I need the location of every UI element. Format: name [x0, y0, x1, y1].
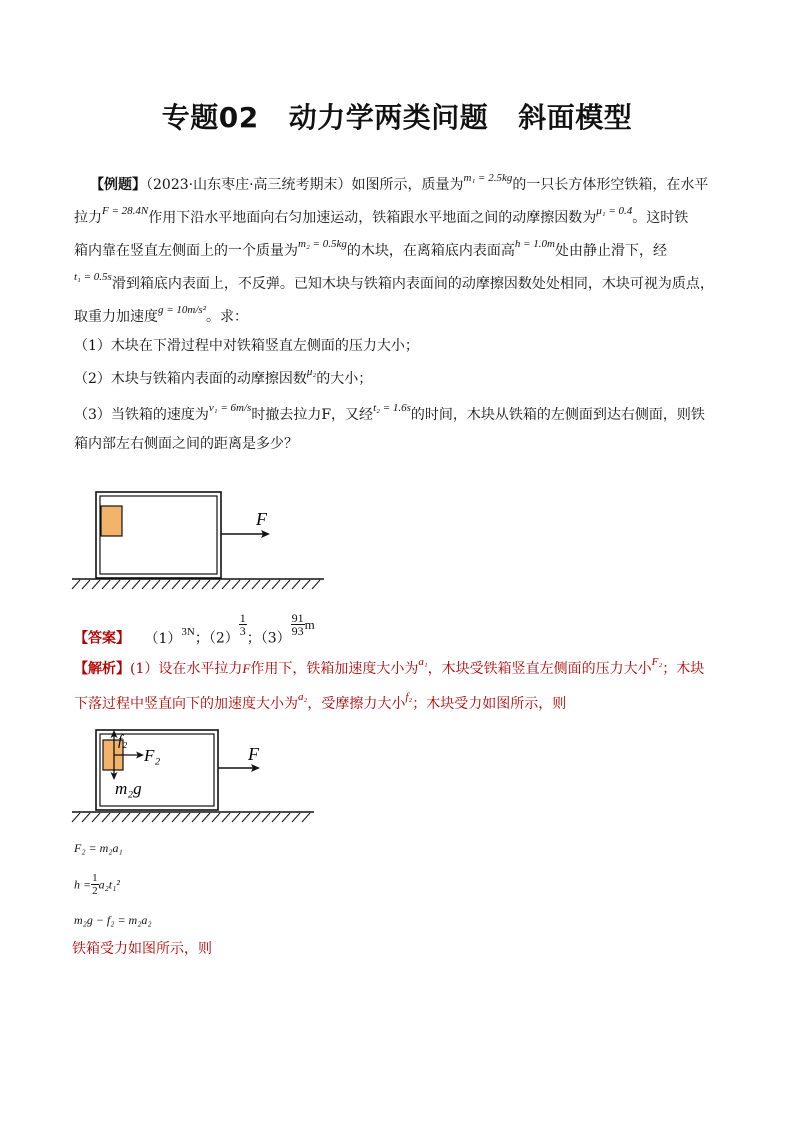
answer-text: ；（2）: [194, 630, 239, 647]
time-2-value: t₂ = 1.6s: [373, 402, 411, 414]
problem-text: 如图所示，质量为: [351, 177, 464, 193]
problem-text: （2）木块与铁箱内表面的动摩擦因数: [74, 371, 307, 387]
iron-box-figure: [68, 488, 328, 598]
problem-text: 的大小；: [316, 371, 373, 387]
answer-line: [74, 611, 315, 651]
problem-text: 滑到箱底内表面上，不反弹。已知木块与铁箱内表面间的动摩擦因数处处相同，木块可视为质点，: [111, 276, 714, 292]
force-label: F: [248, 744, 259, 764]
title-part-1: 专题02: [161, 101, 259, 134]
answer-label: 【答案】: [74, 630, 130, 647]
gravity-label: m₂g: [115, 779, 142, 798]
equation-text: h =: [74, 877, 92, 892]
problem-text: 的木块，在离箱底内表面高: [346, 243, 515, 259]
answer-1-value: 3N: [181, 625, 195, 638]
answer-2-denominator: 3: [239, 624, 246, 638]
analysis-text: 作用下，铁箱加速度大小为: [250, 661, 419, 677]
velocity-value: v₁ = 6m/s: [208, 402, 252, 414]
analysis-line-2: [74, 691, 567, 715]
ground-hatching: [72, 813, 310, 822]
mu2-symbol: μ₂: [306, 366, 317, 378]
analysis-line-1: [74, 656, 705, 680]
page-title: [0, 96, 794, 136]
analysis-label: 【解析】: [74, 661, 130, 677]
problem-text: 。这时铁: [632, 210, 689, 226]
friction-label: f₂: [118, 733, 128, 749]
gravity-value: g = 10m/s²: [158, 304, 207, 316]
height-value: h = 1.0m: [514, 238, 555, 250]
question-1: （1）木块在下滑过程中对铁箱竖直左侧面的压力大小；: [74, 338, 419, 354]
problem-text: （3）当铁箱的速度为: [74, 407, 209, 423]
equation-text: a₂t₁²: [98, 877, 120, 892]
tail-text: 铁箱受力如图所示，则: [72, 941, 212, 957]
problem-text: 处由静止滑下，经: [554, 243, 667, 259]
force-value: F = 28.4N: [102, 205, 149, 217]
half-numerator: 1: [92, 872, 98, 884]
mass-2-value: m₂ = 0.5kg: [298, 238, 347, 250]
half-denominator: 2: [92, 885, 98, 897]
ground-hatching: [72, 580, 320, 589]
normal-force-label: F₂: [144, 746, 161, 765]
force-label: F: [256, 509, 267, 529]
answer-3-denominator: 93: [291, 624, 304, 638]
wood-block: [101, 506, 122, 536]
problem-line-3: [74, 238, 667, 262]
time-1-value: t₁ = 0.5s: [74, 271, 112, 283]
problem-line-4: [74, 271, 714, 295]
analysis-symbol: a₂: [298, 691, 308, 703]
analysis-symbol: F₂: [651, 656, 663, 668]
title-part-3: 斜面模型: [518, 101, 633, 134]
problem-line-2: [74, 205, 689, 229]
answer-3-unit: m: [304, 616, 315, 632]
equation-2: [74, 872, 120, 897]
problem-text: 拉力: [74, 210, 102, 226]
answer-text: （1）: [144, 630, 182, 647]
question-3-line-1: [74, 402, 705, 426]
analysis-symbol: f₂: [405, 691, 413, 703]
problem-source: （2023·山东枣庄·高三统考期末）: [146, 177, 352, 193]
problem-text: 作用下沿水平地面向右匀加速运动，铁箱跟水平地面之间的动摩擦因数为: [148, 210, 597, 226]
analysis-text: ，木块受铁箱竖直左侧面的压力大小: [427, 661, 652, 677]
equation-3: [74, 910, 152, 930]
answer-2-numerator: 1: [239, 611, 246, 625]
analysis-text: ；木块受力如图所示，则: [412, 696, 567, 712]
answer-3-fraction: [291, 612, 305, 637]
title-part-2: 动力学两类问题: [288, 101, 489, 134]
analysis-text: 下落过程中竖直向下的加速度大小为: [74, 696, 298, 712]
problem-text: 的时间，木块从铁箱的左侧面到达右侧面，则铁: [410, 407, 705, 423]
analysis-symbol: a₁: [418, 656, 428, 668]
problem-text: 时撤去拉力F，又经: [251, 407, 374, 423]
answer-2-fraction: [239, 612, 247, 637]
problem-line-5: [74, 304, 249, 328]
problem-text: 取重力加速度: [74, 309, 158, 325]
problem-text: 箱内靠在竖直左侧面上的一个质量为: [74, 243, 298, 259]
analysis-text: ，受摩擦力大小: [307, 696, 406, 712]
analysis-symbol: F: [242, 661, 251, 676]
analysis-text: ；木块: [662, 661, 705, 677]
force-diagram: [68, 726, 318, 826]
equation-1: [74, 838, 123, 858]
problem-text: 。求：: [206, 309, 249, 325]
mass-1-value: m₁ = 2.5kg: [463, 172, 513, 184]
answer-3-numerator: 91: [291, 611, 304, 625]
question-3-line-2: 箱内部左右侧面之间的距离是多少？: [74, 436, 298, 452]
analysis-text: (1）设在水平拉力: [130, 661, 243, 677]
half-fraction: [91, 872, 99, 897]
problem-line-1: [90, 172, 709, 196]
problem-text: 的一只长方体形空铁箱，在水平: [512, 177, 709, 193]
question-2: [74, 366, 373, 390]
answer-text: ；（3）: [246, 630, 291, 647]
equation-text: m₂g − f₂ = m₂a₂: [74, 913, 152, 927]
mu1-value: μ₁ = 0.4: [596, 205, 633, 217]
equation-text: F₂ = m₂a₁: [74, 841, 123, 855]
problem-label: 【例题】: [90, 177, 146, 193]
